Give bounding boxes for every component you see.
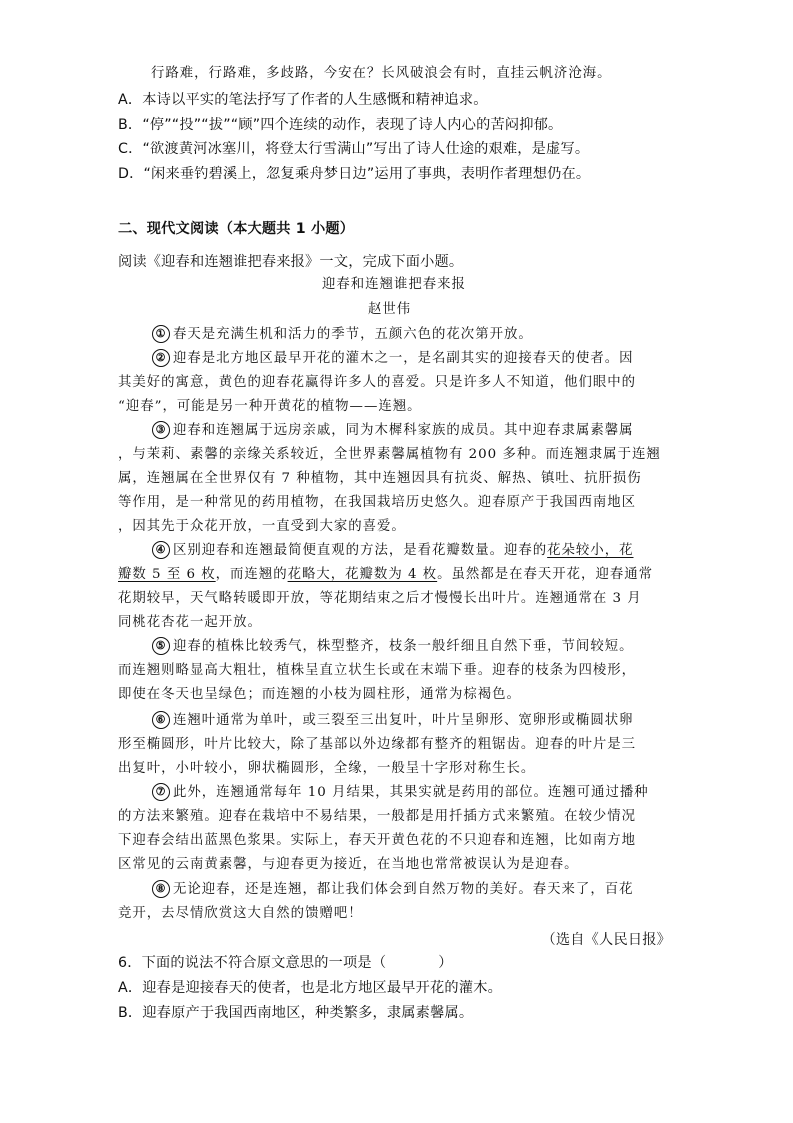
paragraph-text: 迎春和连翘属于远房亲戚，同为木樨科家族的成员。其中迎春隶属素馨属 xyxy=(173,423,634,438)
q5-option-b: B．“停”“投”“拔”“顾”四个连续的动作，表现了诗人内心的苦闷抑郁。 xyxy=(118,117,563,133)
section-heading: 二、现代文阅读（本大题共 1 小题） xyxy=(118,221,355,237)
reading-instruction: 阅读《迎春和连翘谁把春来报》一文，完成下面小题。 xyxy=(118,254,464,270)
article-author: 赵世伟 xyxy=(368,302,412,317)
paragraph-3-line-2: ，与茉莉、素馨的亲缘关系较近，全世界素馨属植物有 200 多种。而连翘隶属于连翘 xyxy=(118,447,661,462)
paragraph-text: 迎春的植株比较秀气，株型整齐，枝条一般纤细且自然下垂，节间较短。 xyxy=(173,639,634,654)
paragraph-8-line-2: 竞开，去尽情欣赏这大自然的馈赠吧！ xyxy=(118,906,363,921)
q5-option-a: A．本诗以平实的笔法抒写了作者的人生感慨和精神追求。 xyxy=(118,92,488,108)
poem-line: 行路难，行路难，多歧路，今安在？长风破浪会有时，直挂云帆济沧海。 xyxy=(151,66,612,81)
paragraph-number: ② xyxy=(152,349,170,367)
paragraph-7-line-3: 下迎春会结出蓝黑色浆果。实际上，春天开黄色花的不只迎春和连翘，比如南方地 xyxy=(118,833,637,848)
paragraph-5-line-2: 而连翘则略显高大粗壮，植株呈直立状生长或在末端下垂。迎春的枝条为四棱形， xyxy=(118,663,637,678)
q5-option-c: C．“欲渡黄河冰塞川，将登太行雪满山”写出了诗人仕途的艰难，是虚写。 xyxy=(118,141,590,157)
paragraph-3-line-1 xyxy=(152,421,634,441)
paragraph-text: 此外，连翘通常每年 10 月结果，其果实就是药用的部位。连翘可通过播种 xyxy=(173,785,649,800)
q6-option-a: A．迎春是迎接春天的使者，也是北方地区最早开花的灌木。 xyxy=(118,980,502,996)
paragraph-number: ③ xyxy=(152,421,170,439)
article-source: （选自《人民日报》 xyxy=(541,932,671,948)
paragraph-3-line-3: 属，连翘属在全世界仅有 7 种植物，其中连翘因具有抗炎、解热、镇吐、抗肝损伤 xyxy=(118,471,642,486)
paragraph-number: ⑤ xyxy=(152,637,170,655)
paragraph-3-line-4: 等作用，是一种常见的药用植物，在我国栽培历史悠久。迎春原产于我国西南地区 xyxy=(118,495,637,510)
paragraph-5-line-3: 即使在冬天也呈绿色；而连翘的小枝为圆柱形，通常为棕褐色。 xyxy=(118,687,521,702)
paragraph-text: 区别迎春和连翘最简便直观的方法，是看花瓣数量。迎春的 xyxy=(173,543,548,558)
paragraph-7-line-1 xyxy=(152,783,649,803)
paragraph-number: ⑧ xyxy=(152,880,170,898)
underlined-text: 花朵较小，花 xyxy=(547,543,634,558)
paragraph-6-line-1 xyxy=(152,711,634,731)
underlined-text: 花略大，花瓣数为 4 枚 xyxy=(287,567,438,582)
paragraph-3-line-5: ，因其先于众花开放，一直受到大家的喜爱。 xyxy=(118,519,406,534)
q6-stem xyxy=(118,953,453,973)
q6-stem-close: ） xyxy=(438,955,453,971)
q6-option-b: B．迎春原产于我国西南地区，种类繁多，隶属素馨属。 xyxy=(118,1005,474,1021)
paragraph-number: ④ xyxy=(152,541,170,559)
paragraph-4-line-3: 花期较早，天气略转暖即开放，等花期结束之后才慢慢长出叶片。连翘通常在 3 月 xyxy=(118,591,642,606)
paragraph-8-line-1 xyxy=(152,880,634,900)
paragraph-number: ⑥ xyxy=(152,711,170,729)
paragraph-text: 春天是充满生机和活力的季节，五颜六色的花次第开放。 xyxy=(173,327,533,342)
q6-stem-text: 6．下面的说法不符合原文意思的一项是（ xyxy=(118,955,387,971)
paragraph-4-line-4: 同桃花杏花一起开放。 xyxy=(118,615,262,630)
paragraph-text: ，而连翘的 xyxy=(215,567,288,582)
paragraph-text: 连翘叶通常为单叶，或三裂至三出复叶，叶片呈卵形、宽卵形或椭圆状卵 xyxy=(173,713,634,728)
paragraph-number: ⑦ xyxy=(152,783,170,801)
underlined-text: 瓣数 5 至 6 枚 xyxy=(118,567,216,582)
article-title: 迎春和连翘谁把春来报 xyxy=(322,277,466,292)
paragraph-5-line-1 xyxy=(152,637,634,657)
paragraph-2-line-2: 其美好的寓意，黄色的迎春花赢得许多人的喜爱。只是许多人不知道，他们眼中的 xyxy=(118,375,637,390)
paragraph-4-line-2 xyxy=(118,565,653,585)
paragraph-text: 迎春是北方地区最早开花的灌木之一，是名副其实的迎接春天的使者。因 xyxy=(173,351,634,366)
paragraph-number: ① xyxy=(152,325,170,343)
q5-option-d: D．“闲来垂钓碧溪上，忽复乘舟梦日边”运用了事典，表明作者理想仍在。 xyxy=(118,166,591,182)
paragraph-2-line-3: “迎春”，可能是另一种开黄花的植物——连翘。 xyxy=(118,399,422,414)
paragraph-7-line-2: 的方法来繁殖。迎春在栽培中不易结果，一般都是用扦插方式来繁殖。在较少情况 xyxy=(118,809,637,824)
paragraph-6-line-2: 形至椭圆形，叶片比较大，除了基部以外边缘都有整齐的粗锯齿。迎春的叶片是三 xyxy=(118,737,637,752)
paragraph-2-line-1 xyxy=(152,349,634,369)
paragraph-7-line-4: 区常见的云南黄素馨，与迎春更为接近，在当地也常常被误认为是迎春。 xyxy=(118,857,579,872)
paragraph-text: 。虽然都是在春天开花，迎春通常 xyxy=(437,567,654,582)
paragraph-6-line-3: 出复叶，小叶较小，卵状椭圆形，全缘，一般呈十字形对称生长。 xyxy=(118,761,536,776)
paragraph-4-line-1 xyxy=(152,541,634,561)
paragraph-text: 无论迎春，还是连翘，都让我们体会到自然万物的美好。春天来了，百花 xyxy=(173,882,634,897)
paragraph-1 xyxy=(152,325,533,345)
